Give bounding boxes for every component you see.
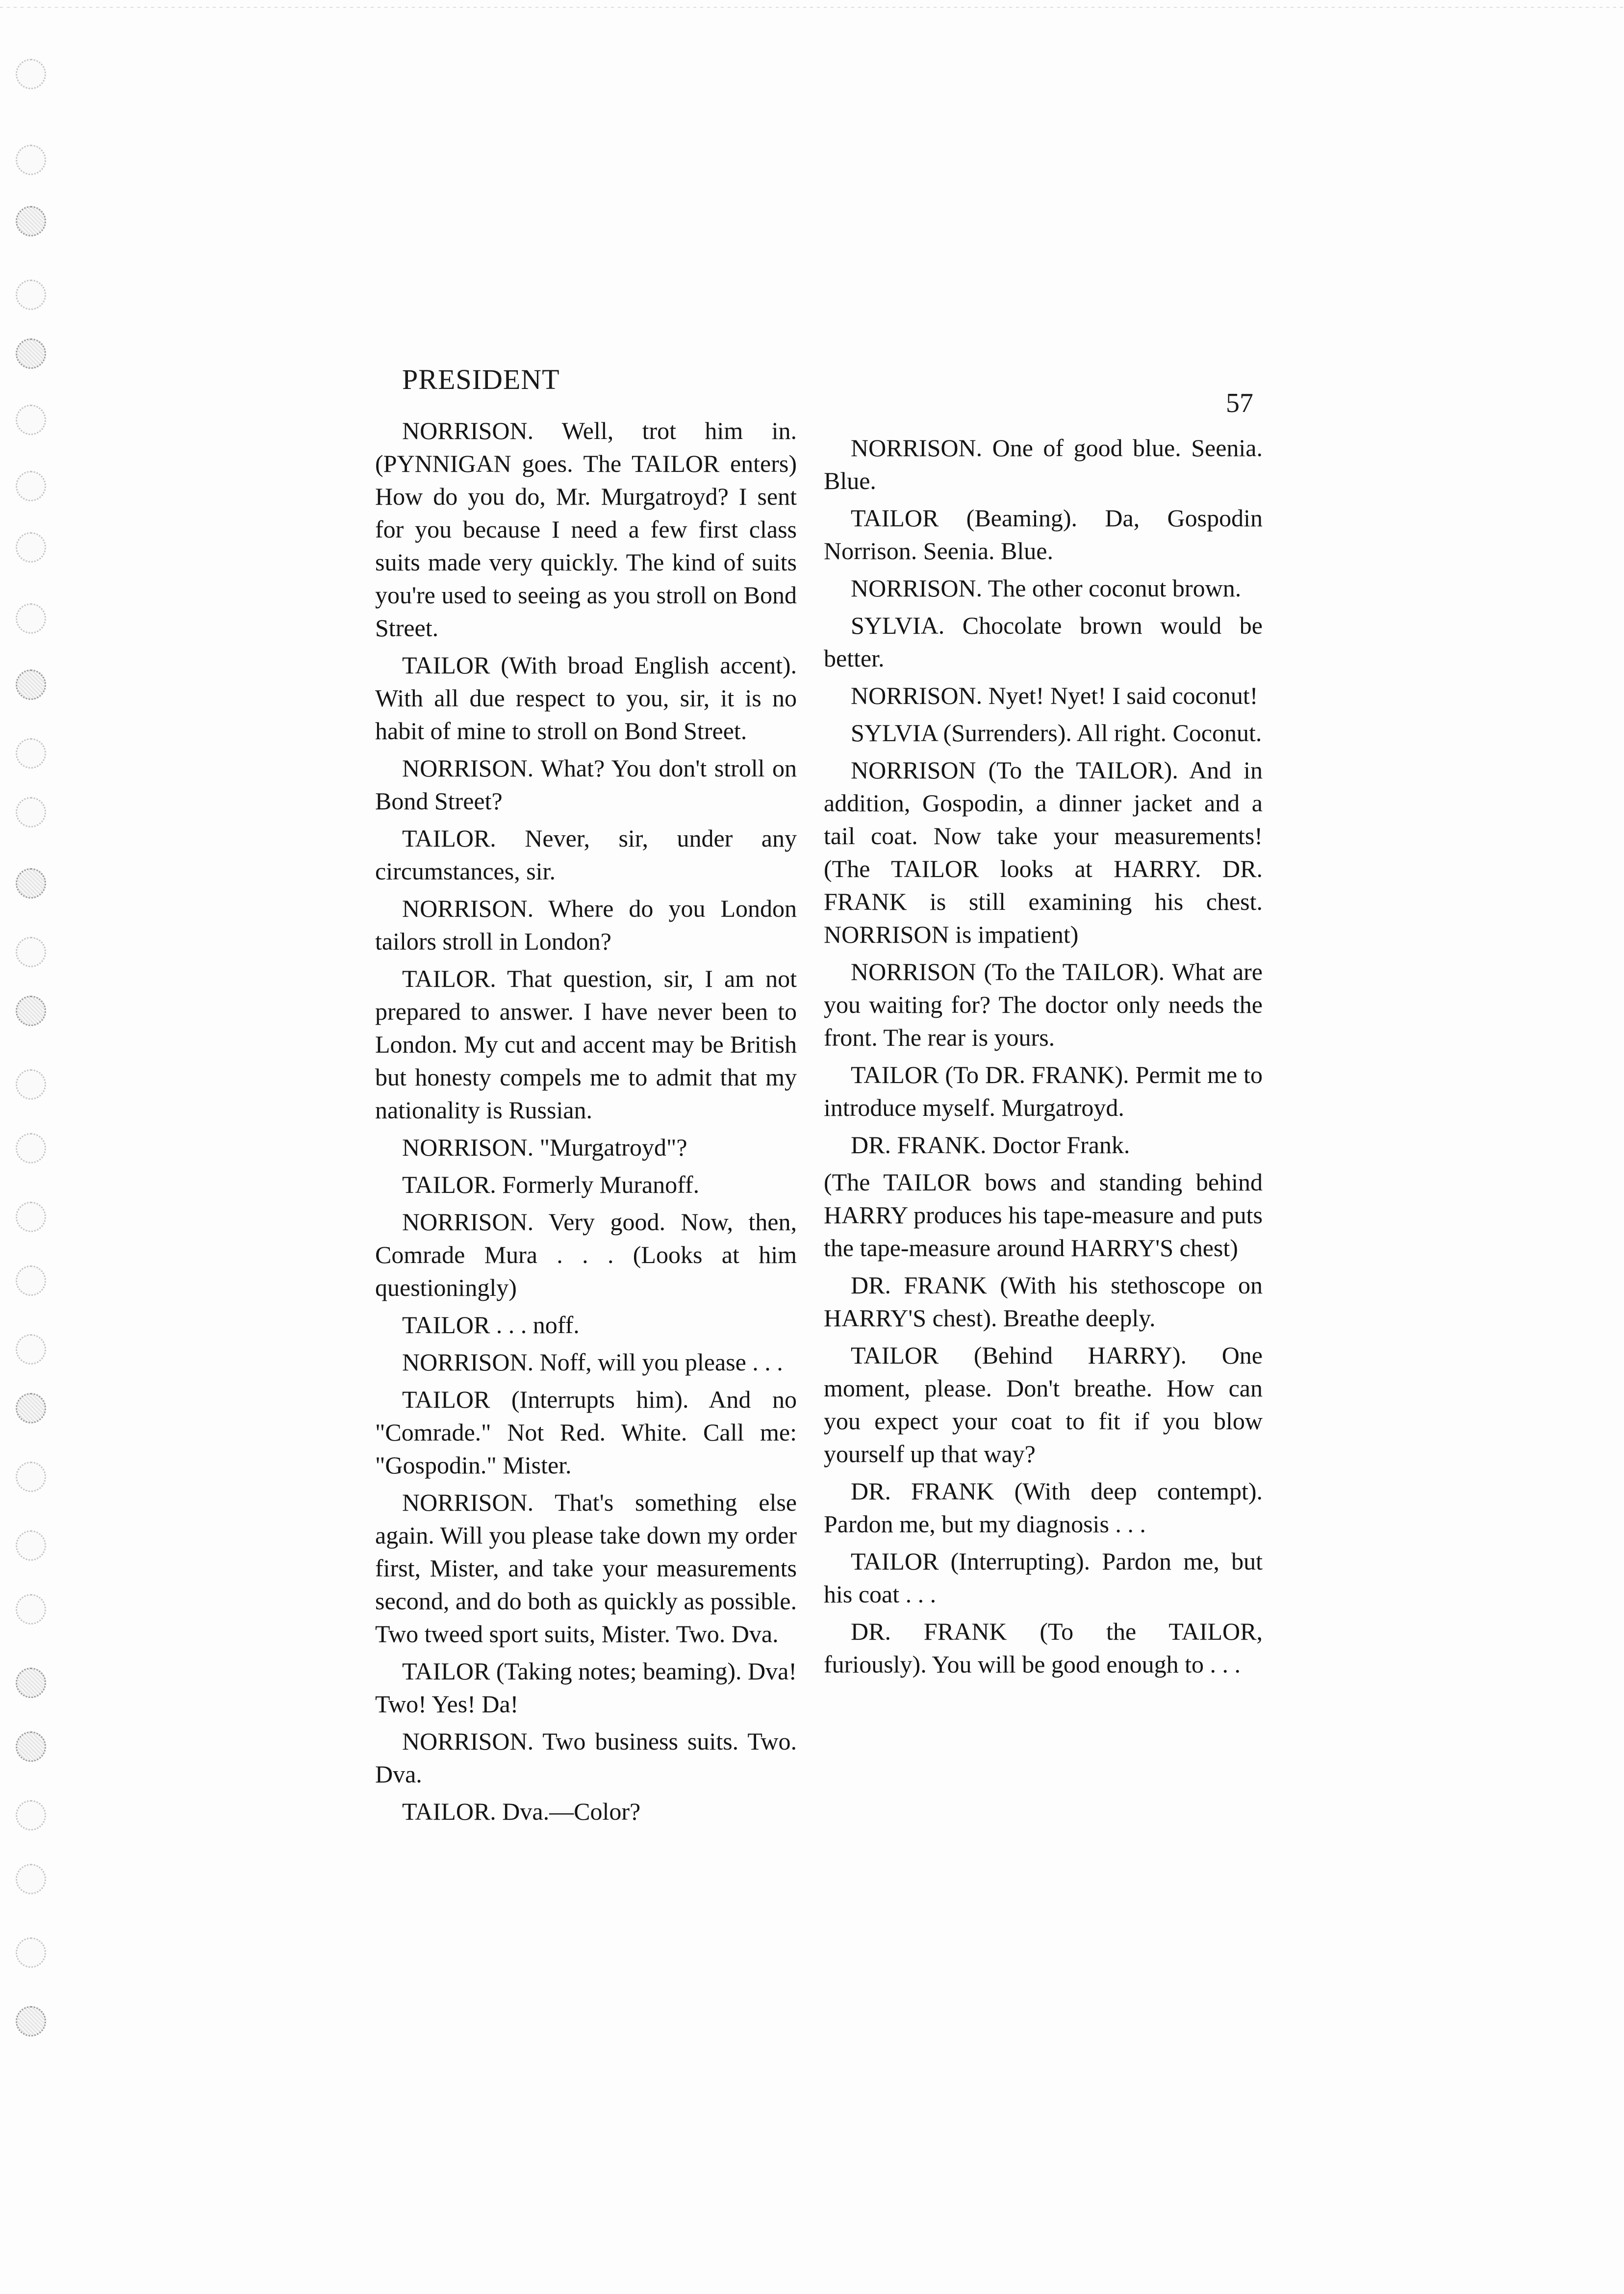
- dialogue-paragraph: NORRISON. That's something else again. Will you please take down my order first, Mister, and take your measurements second, and do both as quickly as possible. Two tweed sport suits, Mister. Two. Dva.: [375, 1489, 797, 1648]
- dialogue-paragraph: NORRISON. One of good blue. Seenia. Blue.: [824, 434, 1263, 494]
- dialogue-paragraph: NORRISON. Where do you London tailors stroll in London?: [375, 895, 797, 955]
- binder-hole: [16, 1668, 46, 1698]
- dialogue-paragraph: SYLVIA (Surrenders). All right. Coconut.: [851, 719, 1262, 747]
- binder-hole: [16, 1731, 46, 1762]
- dialogue-paragraph: NORRISON. The other coconut brown.: [851, 574, 1242, 602]
- binder-hole: [16, 206, 46, 236]
- binder-hole: [16, 1202, 46, 1232]
- dialogue-paragraph: TAILOR (Taking notes; beaming). Dva! Two! Yes! Da!: [375, 1657, 797, 1718]
- binder-hole: [16, 532, 46, 563]
- dialogue-paragraph: NORRISON. Well, trot him in. (PYNNIGAN goes. The TAILOR enters) How do you do, Mr. Murgatroyd? I sent for you because I need a few first class suits made very quickly. The kind of suits you're used to seeing as you stroll on Bond Street.: [375, 417, 797, 642]
- stage-direction: (The TAILOR bows and standing behind HARRY produces his tape-measure and puts the tape-measure around HARRY'S chest): [824, 1168, 1263, 1262]
- binder-hole: [16, 280, 46, 310]
- binder-hole: [16, 1594, 46, 1624]
- dialogue-paragraph: NORRISON. Nyet! Nyet! I said coconut!: [851, 682, 1258, 709]
- binder-hole: [16, 1265, 46, 1296]
- binder-hole: [16, 1133, 46, 1163]
- binder-hole: [16, 738, 46, 769]
- binder-hole: [16, 1393, 46, 1423]
- dialogue-paragraph: TAILOR (With broad English accent). With all due respect to you, sir, it is no habit of mine to stroll on Bond Street.: [375, 651, 797, 745]
- dialogue-paragraph: TAILOR (Interrupts him). And no "Comrade." Not Red. White. Call me: "Gospodin." Mister.: [375, 1386, 797, 1479]
- dialogue-paragraph: TAILOR . . . noff.: [402, 1311, 580, 1339]
- binder-hole: [16, 603, 46, 634]
- scan-edge-line: [0, 7, 1624, 8]
- dialogue-paragraph: TAILOR. Formerly Muranoff.: [402, 1171, 700, 1198]
- left-column: [375, 414, 797, 1832]
- dialogue-paragraph: TAILOR (Behind HARRY). One moment, please. Don't breathe. How can you expect your coat to fit if you blow yourself up that way?: [824, 1341, 1263, 1468]
- dialogue-paragraph: TAILOR (Interrupting). Pardon me, but his coat . . .: [824, 1547, 1263, 1608]
- right-column: [824, 432, 1263, 1685]
- page-number: 57: [1226, 388, 1253, 418]
- binder-hole: [16, 937, 46, 967]
- dialogue-paragraph: TAILOR. Never, sir, under any circumstances, sir.: [375, 825, 797, 885]
- binder-hole: [16, 1334, 46, 1365]
- dialogue-paragraph: NORRISON (To the TAILOR). What are you waiting for? The doctor only needs the front. The rear is yours.: [824, 958, 1263, 1051]
- binder-hole: [16, 670, 46, 700]
- dialogue-paragraph: NORRISON. Very good. Now, then, Comrade Mura . . . (Looks at him questioningly): [375, 1208, 797, 1301]
- dialogue-paragraph: SYLVIA. Chocolate brown would be better.: [824, 612, 1263, 672]
- dialogue-paragraph: NORRISON. "Murgatroyd"?: [402, 1134, 687, 1161]
- binder-hole: [16, 797, 46, 827]
- dialogue-paragraph: NORRISON (To the TAILOR). And in addition, Gospodin, a dinner jacket and a tail coat. Now take your measurements! (The TAILOR looks at HARRY. DR. FRANK is still examining his chest. NORRISON is impatient): [824, 756, 1263, 948]
- dialogue-paragraph: DR. FRANK (With his stethoscope on HARRY'S chest). Breathe deeply.: [824, 1271, 1263, 1332]
- dialogue-paragraph: TAILOR. Dva.—Color?: [402, 1798, 641, 1825]
- binder-hole: [16, 2006, 46, 2036]
- dialogue-paragraph: TAILOR (To DR. FRANK). Permit me to introduce myself. Murgatroyd.: [824, 1061, 1263, 1121]
- binder-hole: [16, 405, 46, 435]
- binder-hole: [16, 1530, 46, 1561]
- binder-hole: [16, 1864, 46, 1894]
- binder-hole: [16, 1800, 46, 1830]
- dialogue-paragraph: TAILOR. That question, sir, I am not prepared to answer. I have never been to London. My cut and accent may be British but honesty compels me to admit that my nationality is Russian.: [375, 965, 797, 1124]
- binder-hole: [16, 338, 46, 369]
- binder-hole: [16, 145, 46, 175]
- binder-hole: [16, 1937, 46, 1968]
- dialogue-paragraph: NORRISON. What? You don't stroll on Bond Street?: [375, 754, 797, 815]
- binder-hole: [16, 996, 46, 1026]
- binder-hole: [16, 59, 46, 89]
- binder-hole: [16, 1069, 46, 1100]
- binder-hole: [16, 1462, 46, 1492]
- dialogue-paragraph: NORRISON. Noff, will you please . . .: [402, 1348, 783, 1376]
- binder-hole: [16, 471, 46, 501]
- dialogue-paragraph: DR. FRANK (With deep contempt). Pardon me, but my diagnosis . . .: [824, 1477, 1263, 1538]
- binder-hole: [16, 868, 46, 899]
- binder-holes: [16, 39, 50, 2099]
- running-title: PRESIDENT: [402, 363, 560, 395]
- dialogue-paragraph: DR. FRANK. Doctor Frank.: [851, 1131, 1130, 1159]
- dialogue-paragraph: TAILOR (Beaming). Da, Gospodin Norrison. Seenia. Blue.: [824, 504, 1263, 565]
- dialogue-paragraph: DR. FRANK (To the TAILOR, furiously). You will be good enough to . . .: [824, 1618, 1263, 1678]
- dialogue-paragraph: NORRISON. Two business suits. Two. Dva.: [375, 1727, 797, 1788]
